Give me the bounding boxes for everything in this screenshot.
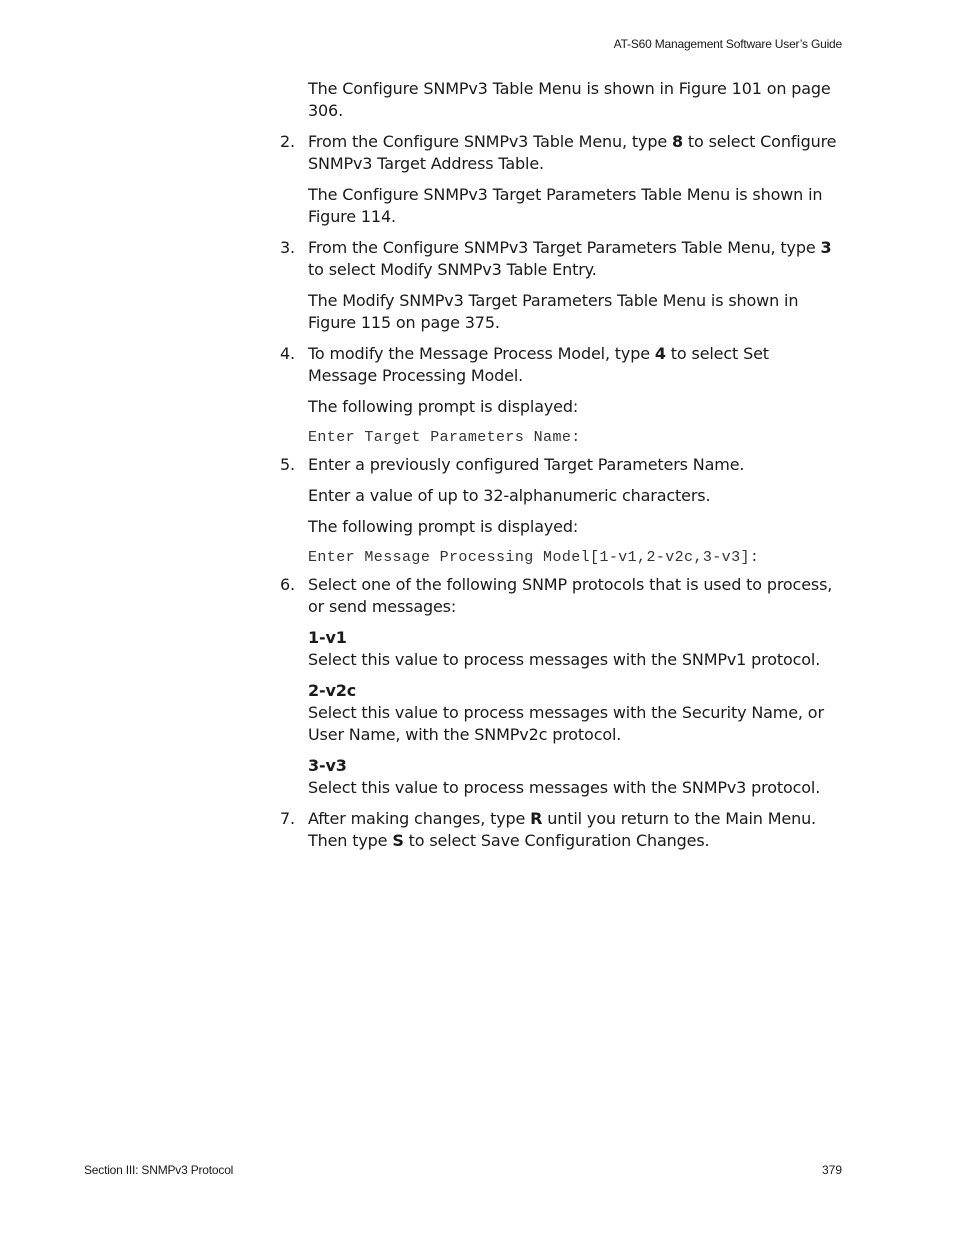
step-3 <box>280 237 842 281</box>
option-description: Select this value to process messages with the SNMPv1 protocol. <box>308 650 821 669</box>
step-text: Enter a previously configured Target Parameters Name. <box>308 455 745 474</box>
step-text: Select one of the following SNMP protocols that is used to process, or send messages: <box>308 575 833 616</box>
step-text: to select Save Configuration Changes. <box>403 831 710 850</box>
step-7 <box>280 808 842 852</box>
option-description: Select this value to process messages with the Security Name, or User Name, with the SNMPv2c protocol. <box>308 703 824 744</box>
note-paragraph: The Configure SNMPv3 Target Parameters Table Menu is shown in Figure 114. <box>308 185 823 226</box>
document-body <box>280 78 842 861</box>
option-description: Select this value to process messages with the SNMPv3 protocol. <box>308 778 821 797</box>
step-text: To modify the Message Process Model, type <box>308 344 655 363</box>
step-text: until you return to the Main Menu. Then type <box>308 809 816 850</box>
key-label: R <box>530 809 543 828</box>
step-2 <box>280 131 842 175</box>
key-label: S <box>392 831 404 850</box>
key-label: 4 <box>654 344 666 363</box>
page-number: 379 <box>821 1163 842 1177</box>
option-title: 3-v3 <box>308 756 347 775</box>
note-paragraph: The following prompt is displayed: <box>308 517 579 536</box>
step-number: 6. <box>280 575 295 594</box>
step-text: After making changes, type <box>308 809 531 828</box>
step-5 <box>280 454 842 476</box>
step-6 <box>280 574 842 618</box>
intro-paragraph: The Configure SNMPv3 Table Menu is shown in Figure 101 on page 306. <box>308 79 831 120</box>
note-paragraph: The Modify SNMPv3 Target Parameters Table Menu is shown in Figure 115 on page 375. <box>308 291 799 332</box>
step-number: 2. <box>280 132 295 151</box>
option-v3 <box>308 755 842 799</box>
note-paragraph: Enter a value of up to 32-alphanumeric characters. <box>308 486 711 505</box>
step-number: 5. <box>280 455 295 474</box>
option-v2c <box>308 680 842 746</box>
step-text: From the Configure SNMPv3 Target Parameters Table Menu, type <box>308 238 821 257</box>
running-header: AT-S60 Management Software User’s Guide <box>613 37 842 51</box>
option-v1 <box>308 627 842 671</box>
step-text: to select Configure SNMPv3 Target Address Table. <box>308 132 837 173</box>
step-number: 4. <box>280 344 295 363</box>
step-number: 3. <box>280 238 295 257</box>
step-text: From the Configure SNMPv3 Table Menu, type <box>308 132 672 151</box>
key-label: 3 <box>820 238 832 257</box>
step-number: 7. <box>280 809 295 828</box>
step-text: to select Modify SNMPv3 Table Entry. <box>308 260 597 279</box>
note-paragraph: The following prompt is displayed: <box>308 397 579 416</box>
code-prompt: Enter Message Processing Model[1-v1,2-v2c,3-v3]: <box>308 549 760 566</box>
option-title: 2-v2c <box>308 681 357 700</box>
code-prompt: Enter Target Parameters Name: <box>308 429 581 446</box>
footer-section: Section III: SNMPv3 Protocol <box>84 1163 234 1177</box>
step-text: to select Set Message Processing Model. <box>308 344 769 385</box>
key-label: 8 <box>671 132 683 151</box>
option-title: 1-v1 <box>308 628 347 647</box>
step-4 <box>280 343 842 387</box>
